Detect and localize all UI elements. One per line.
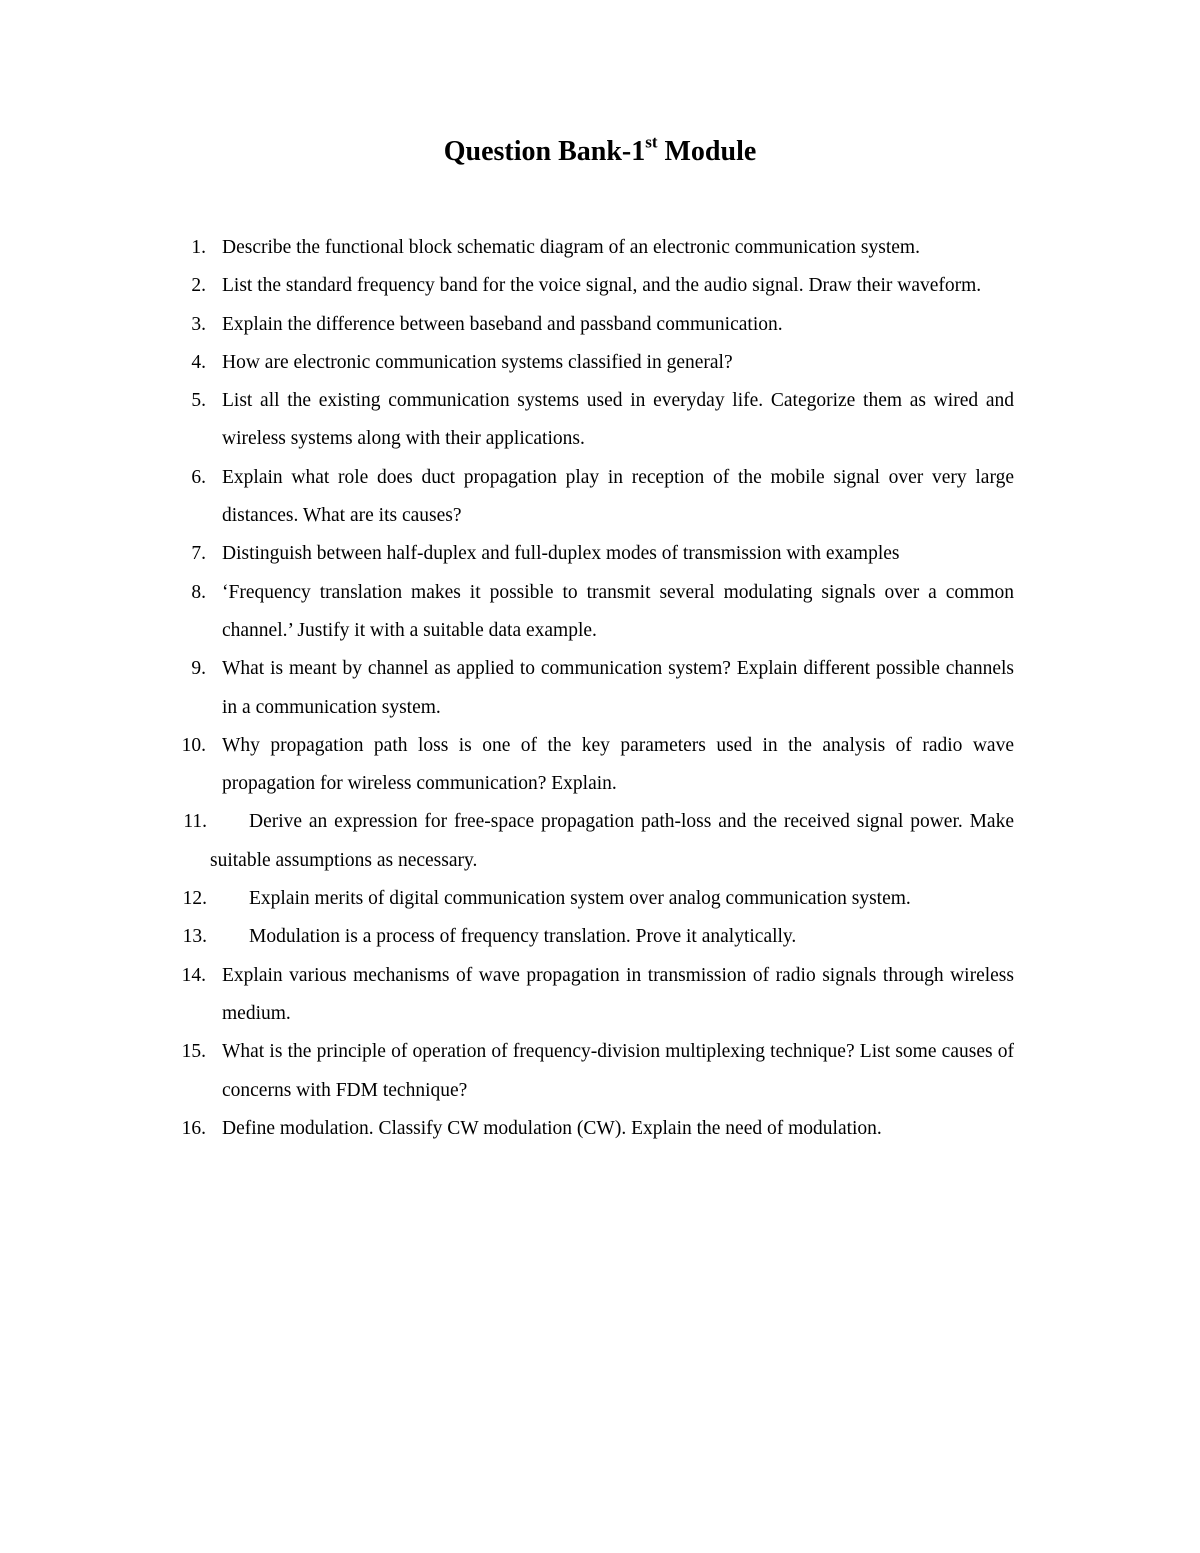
question-number: 4. (191, 351, 206, 373)
title-end: Module (657, 136, 757, 167)
question-item (0, 957, 1200, 1034)
question-text: Why propagation path loss is one of the key parameters used in the analysis of radio wave propagation for wireless communication? Explain. (222, 734, 1014, 795)
question-item (0, 459, 1200, 536)
question-item (0, 344, 1200, 382)
question-item (0, 229, 1200, 267)
question-item (0, 727, 1200, 804)
question-number: 11. (183, 811, 207, 833)
title-superscript: st (645, 132, 658, 152)
question-item (0, 382, 1200, 459)
question-text: Distinguish between half-duplex and full-duplex modes of transmission with examples (222, 543, 900, 565)
question-text: List all the existing communication systems used in everyday life. Categorize them as wired and wireless systems along with their applications. (222, 390, 1014, 450)
question-item (0, 535, 1200, 573)
question-item (0, 650, 1200, 727)
question-text: What is meant by channel as applied to communication system? Explain different possible channels in a communication system. (222, 658, 1014, 718)
question-text: Describe the functional block schematic diagram of an electronic communication system. (222, 237, 920, 258)
question-text: Modulation is a process of frequency translation. Prove it analytically. (249, 926, 797, 948)
question-number: 13. (182, 926, 207, 948)
question-number: 9. (191, 658, 206, 680)
question-text: Explain merits of digital communication system over analog communication system. (249, 888, 911, 910)
question-item (0, 1110, 1200, 1148)
question-item (0, 918, 1200, 956)
question-list (0, 229, 1200, 1148)
question-number: 6. (191, 466, 206, 488)
question-number: 14. (181, 964, 206, 986)
question-text: Derive an expression for free-space propagation path-loss and the received signal power. Make suitable assumptions as necessary. (210, 811, 1014, 871)
question-number: 3. (191, 313, 206, 335)
question-number: 7. (191, 543, 206, 565)
question-number: 12. (182, 888, 207, 910)
question-item (0, 803, 1200, 880)
question-text: Explain what role does duct propagation play in reception of the mobile signal over very large distances. What are its causes? (222, 466, 1014, 527)
question-text: Define modulation. Classify CW modulation (CW). Explain the need of modulation. (222, 1117, 882, 1139)
question-item (0, 574, 1200, 651)
question-number: 2. (191, 275, 206, 297)
question-text: ‘Frequency translation makes it possible to transmit several modulating signals over a common channel.’ Justify it with a suitable data example. (222, 581, 1014, 641)
question-text: Explain various mechanisms of wave propagation in transmission of radio signals through wireless medium. (222, 964, 1014, 1024)
question-text: How are electronic communication systems classified in general? (222, 351, 733, 373)
question-item (0, 880, 1200, 918)
question-number: 1. (191, 237, 206, 258)
question-number: 10. (181, 734, 206, 756)
question-number: 16. (181, 1117, 206, 1139)
question-number: 5. (191, 390, 206, 412)
question-text: List the standard frequency band for the voice signal, and the audio signal. Draw their waveform. (222, 275, 982, 297)
question-item (0, 306, 1200, 344)
question-item (0, 1033, 1200, 1110)
question-text: What is the principle of operation of frequency-division multiplexing technique? List some causes of concerns with FDM technique? (222, 1041, 1014, 1101)
question-text: Explain the difference between baseband and passband communication. (222, 313, 783, 335)
question-number: 15. (181, 1041, 206, 1063)
page-title (0, 132, 1200, 172)
question-item (0, 267, 1200, 305)
question-number: 8. (191, 581, 206, 603)
title-main: Question Bank-1 (443, 136, 646, 167)
